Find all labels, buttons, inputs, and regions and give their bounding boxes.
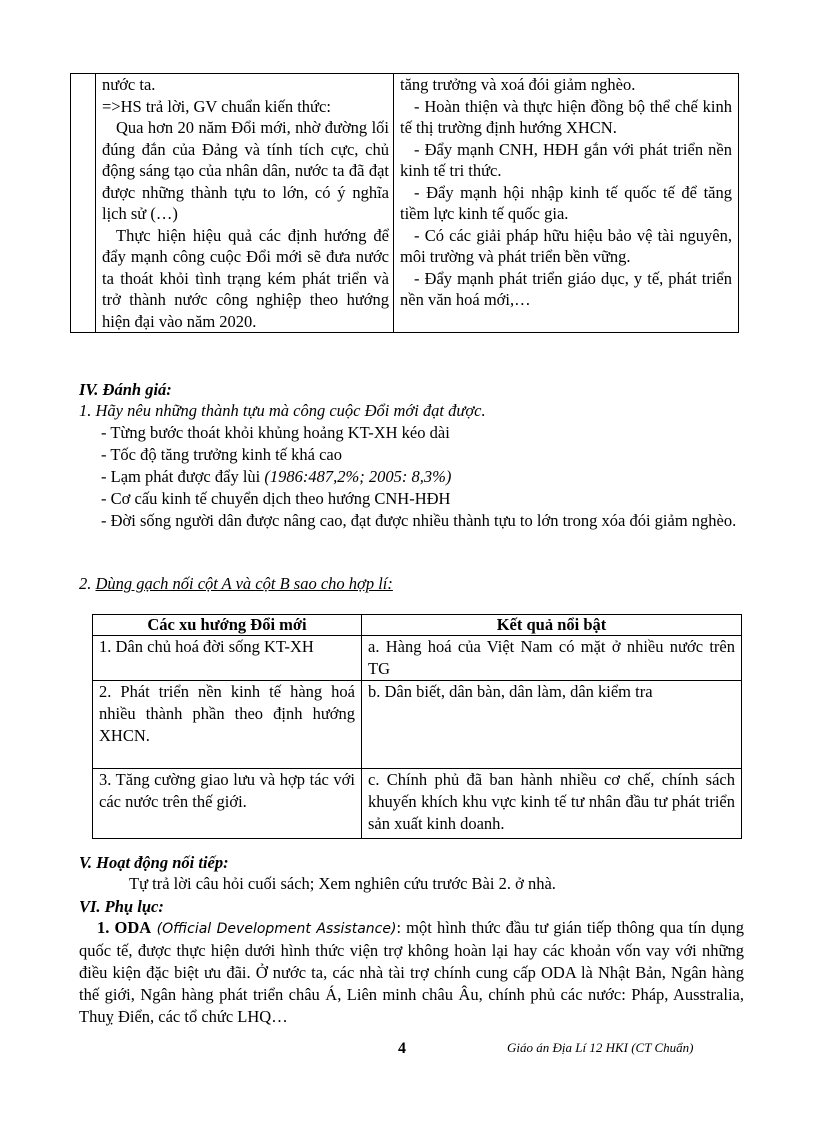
section-vi-heading: VI. Phụ lục: xyxy=(79,897,164,916)
footer-note: Giáo án Địa Lí 12 HKI (CT Chuẩn) xyxy=(507,1040,694,1055)
right-item-3: - Đẩy mạnh hội nhập kinh tế quốc tế để tăng tiềm lực kinh tế quốc gia. xyxy=(400,182,732,223)
achievement-3 xyxy=(79,466,744,488)
column-b-header: Kết quả nổi bật xyxy=(362,615,742,636)
left-para-orientations: Thực hiện hiệu quả các định hướng để đẩy mạnh công cuộc Đổi mới sẽ đưa nước ta thoát khỏi tình trạng kém phát triển và trở thành nước công nghiệp theo hướng hiện đại vào năm 2020. xyxy=(102,225,389,331)
inflation-figures: (1986:487,2%; 2005: 8,3%) xyxy=(264,467,452,486)
achievement-4: - Cơ cấu kinh tế chuyển dịch theo hướng CNH-HĐH xyxy=(101,489,451,508)
question-2-text: Dùng gạch nối cột A và cột B sao cho hợp lí: xyxy=(95,574,393,593)
page-number: 4 xyxy=(398,1040,406,1057)
oda-full-name: (Official Development Assistance) xyxy=(151,921,397,937)
right-line-1: tăng trưởng và xoá đói giảm nghèo. xyxy=(400,75,636,94)
oda-definition: : một hình thức đầu tư gián tiếp thông qua tín dụng quốc tế, được thực hiện dưới hình thức viện trợ không hoàn lại hay các khoản vốn vay với những điều kiện đặc biệt ưu đãi. Ở nước ta, các nhà tài trợ chính cung cấp ODA là Nhật Bản, Ngân hàng thế giới, Ngân hàng phát triển châu Á, Liên minh châu Âu, chính phủ các nước: Pháp, Ausstralia, Thuỵ Điển, các tổ chức LHQ… xyxy=(79,918,744,1026)
left-line-2: =>HS trả lời, GV chuẩn kiến thức: xyxy=(102,96,331,116)
section-vi xyxy=(79,897,744,1028)
trend-1: 1. Dân chủ hoá đời sống KT-XH xyxy=(93,636,362,681)
section-v-heading: V. Hoạt động nối tiếp: xyxy=(79,853,229,872)
trend-3: 3. Tăng cường giao lưu và hợp tác với các nước trên thế giới. xyxy=(93,769,362,839)
section-v xyxy=(79,853,744,895)
teacher-activity-cell xyxy=(96,74,394,333)
right-item-1: - Hoàn thiện và thực hiện đồng bộ thể chế kinh tế thị trường định hướng XHCN. xyxy=(400,96,732,137)
achievement-2: - Tốc độ tăng trưởng kinh tế khá cao xyxy=(101,445,342,464)
empty-column-cell xyxy=(71,74,96,333)
question-2 xyxy=(79,573,393,595)
inflation-text: - Lạm phát được đẩy lùi xyxy=(101,467,265,486)
result-a: a. Hàng hoá của Việt Nam có mặt ở nhiều nước trên TG xyxy=(362,636,742,681)
matching-table xyxy=(92,614,742,839)
left-line-1: nước ta. xyxy=(102,75,156,94)
column-a-header: Các xu hướng Đổi mới xyxy=(93,615,362,636)
oda-label: 1. ODA xyxy=(97,918,152,937)
achievement-5: - Đời sống người dân được nâng cao, đạt được nhiều thành tựu to lớn trong xóa đói giảm nghèo. xyxy=(101,511,737,530)
section-v-text: Tự trả lời câu hỏi cuối sách; Xem nghiên cứu trước Bài 2. ở nhà. xyxy=(129,874,556,893)
right-item-4: - Có các giải pháp hữu hiệu bảo vệ tài nguyên, môi trường và phát triển bền vững. xyxy=(400,225,732,266)
achievement-1: - Từng bước thoát khỏi khủng hoảng KT-XH kéo dài xyxy=(101,423,450,442)
result-b: b. Dân biết, dân bàn, dân làm, dân kiểm tra xyxy=(362,681,742,769)
right-item-5: - Đẩy mạnh phát triển giáo dục, y tế, phát triển nền văn hoá mới,… xyxy=(400,268,732,309)
lesson-continuation-table xyxy=(70,73,739,333)
question-1: 1. Hãy nêu những thành tựu mà công cuộc Đổi mới đạt được. xyxy=(79,401,486,420)
right-item-2: - Đẩy mạnh CNH, HĐH gắn với phát triển nền kinh tế tri thức. xyxy=(400,139,732,180)
left-para-achievements: Qua hơn 20 năm Đổi mới, nhờ đường lối đúng đắn của Đảng và tính tích cực, chủ động sáng tạo của nhân dân, nước ta đã đạt được những thành tựu to lớn, có ý nghĩa lịch sử (…) xyxy=(102,118,389,223)
section-iv-heading: IV. Đánh giá: xyxy=(79,380,172,399)
result-c: c. Chính phủ đã ban hành nhiều cơ chế, chính sách khuyến khích khu vực kinh tế tư nhân đầu tư phát triển sản xuất kinh doanh. xyxy=(362,769,742,839)
trend-2: 2. Phát triển nền kinh tế hàng hoá nhiều thành phần theo định hướng XHCN. xyxy=(93,681,362,769)
content-cell xyxy=(394,74,739,333)
oda-paragraph xyxy=(79,917,744,1028)
section-iv xyxy=(79,380,744,532)
question-2-number: 2. xyxy=(79,574,96,593)
